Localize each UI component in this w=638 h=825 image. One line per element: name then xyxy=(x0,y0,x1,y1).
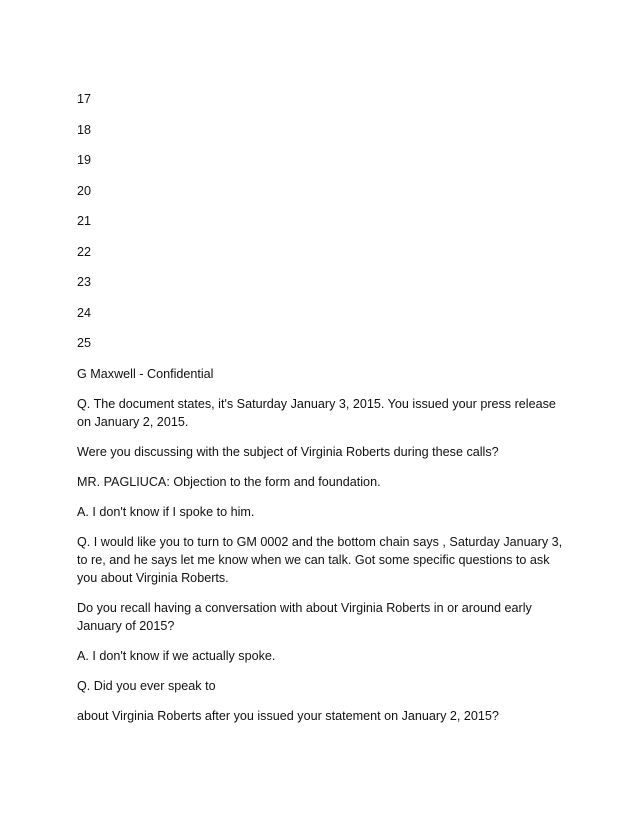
transcript-paragraph: Do you recall having a conversation with about Virginia Roberts in or around early January of 2015? xyxy=(77,600,532,633)
transcript-paragraph: A. I don't know if I spoke to him. xyxy=(77,504,255,519)
transcript-content xyxy=(77,90,567,737)
transcript-paragraph: about Virginia Roberts after you issued your statement on January 2, 2015? xyxy=(77,708,499,723)
transcript-paragraph: Q. The document states, it's Saturday January 3, 2015. You issued your press release on January 2, 2015. xyxy=(77,396,556,429)
line-number: 18 xyxy=(77,122,92,137)
confidential-header: G Maxwell - Confidential xyxy=(77,366,214,381)
line-number: 20 xyxy=(77,183,92,198)
line-number: 19 xyxy=(77,153,92,167)
line-number: 24 xyxy=(77,305,92,320)
transcript-paragraph: Were you discussing with the subject of Virginia Roberts during these calls? xyxy=(77,444,499,459)
line-number: 23 xyxy=(77,275,92,289)
line-number: 17 xyxy=(77,92,92,106)
transcript-paragraph: Q. Did you ever speak to xyxy=(77,678,216,693)
transcript-paragraph: A. I don't know if we actually spoke. xyxy=(77,648,276,663)
transcript-paragraph: MR. PAGLIUCA: Objection to the form and foundation. xyxy=(77,474,381,489)
transcript-paragraph: Q. I would like you to turn to GM 0002 and the bottom chain says , Saturday January 3, to re, and he says let me know when we can talk. Got some specific questions to ask you about Virginia Roberts. xyxy=(77,534,563,585)
line-number: 25 xyxy=(77,336,92,350)
line-number: 21 xyxy=(77,214,92,228)
line-number: 22 xyxy=(77,244,92,259)
